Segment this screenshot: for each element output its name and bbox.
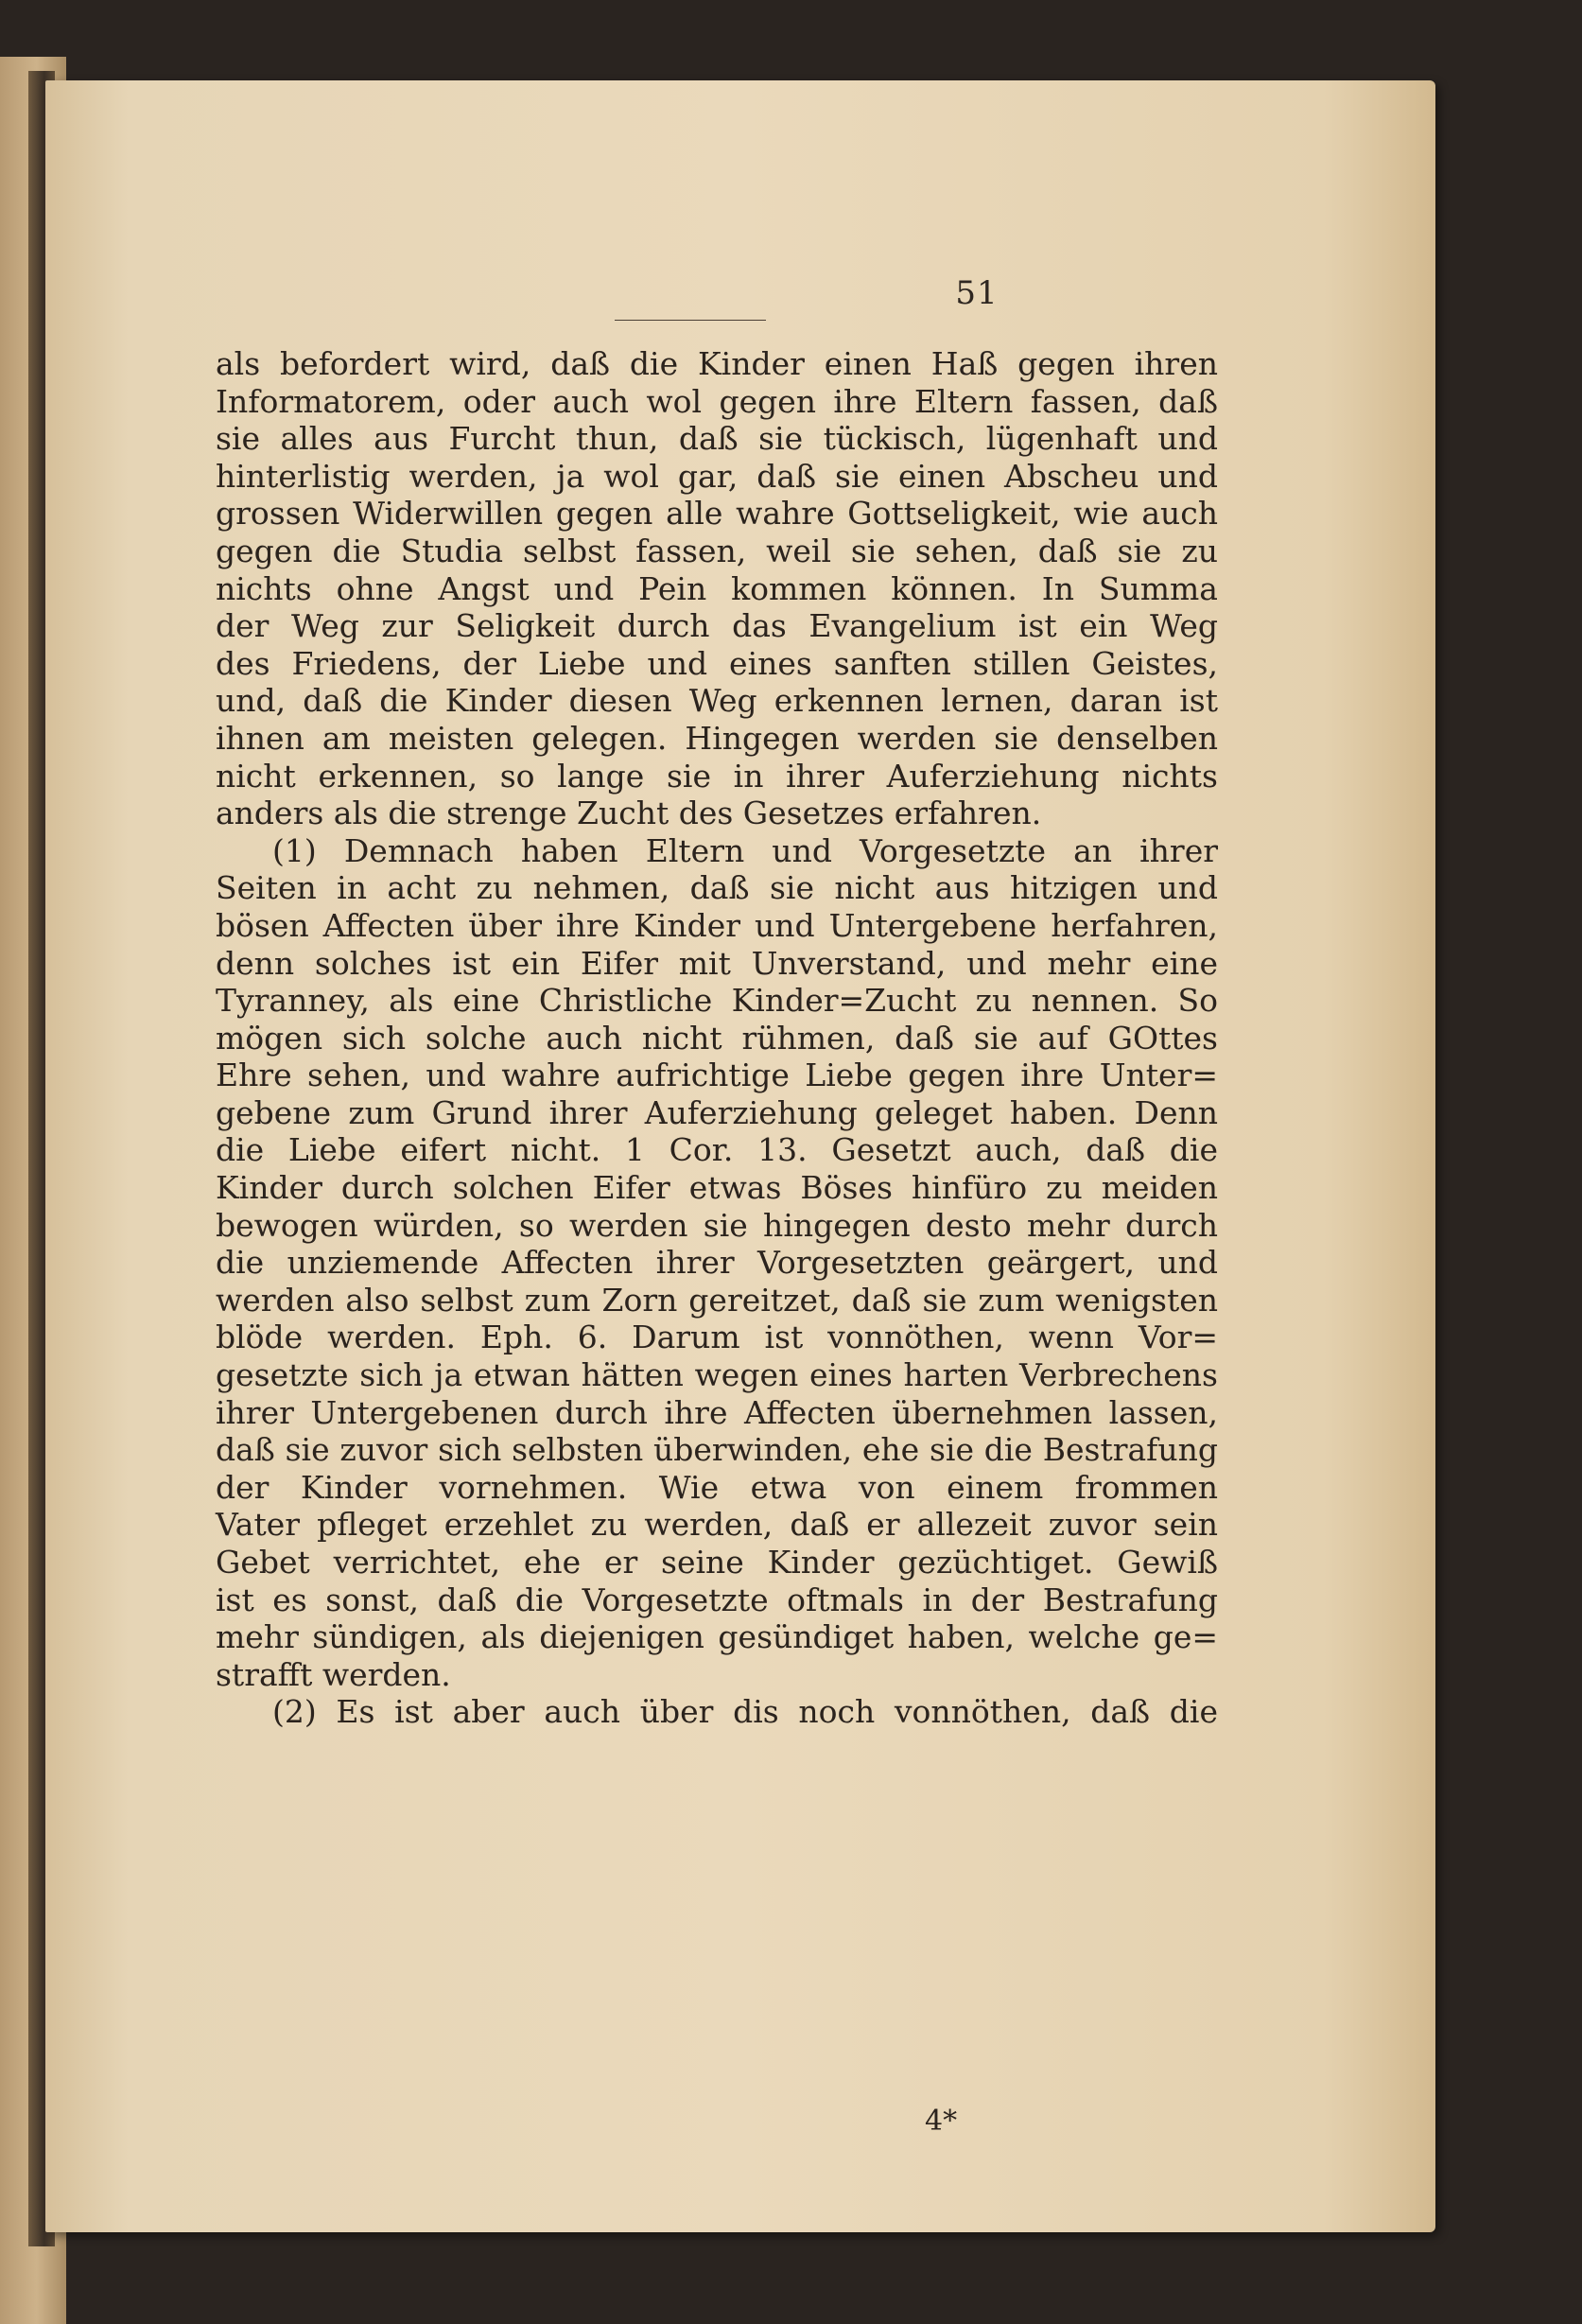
text-line: des Friedens, der Liebe und eines sanften stillen Geistes, [216, 644, 1218, 682]
text-line: nicht erkennen, so lange sie in ihrer Auferziehung nichts [216, 757, 1218, 795]
text-line: Gebet verrichtet, ehe er seine Kinder gezüchtiget. Gewiß [216, 1544, 1218, 1581]
text-line: (2) Es ist aber auch über dis noch vonnöthen, daß die [272, 1693, 1218, 1731]
text-line: Seiten in acht zu nehmen, daß sie nicht aus hitzigen und [216, 869, 1218, 907]
text-line: gesetzte sich ja etwan hätten wegen eines harten Verbrechens [216, 1356, 1218, 1394]
text-line: als befordert wird, daß die Kinder einen Haß gegen ihren [216, 345, 1218, 382]
text-line: strafft werden. [216, 1655, 451, 1693]
body-text [216, 345, 1218, 1731]
text-line: mögen sich solche auch nicht rühmen, daß sie auf GOttes [216, 1019, 1218, 1057]
text-line: gegen die Studia selbst fassen, weil sie sehen, daß sie zu [216, 532, 1218, 569]
text-line: gebene zum Grund ihrer Auferziehung geleget haben. Denn [216, 1093, 1218, 1131]
text-line: und, daß die Kinder diesen Weg erkennen lernen, daran ist [216, 682, 1218, 720]
text-line: nichts ohne Angst und Pein kommen können. In Summa [216, 569, 1218, 607]
text-line: Tyranney, als eine Christliche Kinder=Zucht zu nennen. So [216, 982, 1218, 1020]
text-line: blöde werden. Eph. 6. Darum ist vonnöthen, wenn Vor= [216, 1319, 1218, 1356]
text-line: (1) Demnach haben Eltern und Vorgesetzte an ihrer [272, 831, 1218, 869]
text-line: ist es sonst, daß die Vorgesetzte oftmals in der Bestrafung [216, 1581, 1218, 1618]
printer-signature: 4* [925, 2105, 958, 2138]
text-line: ihnen am meisten gelegen. Hingegen werden sie denselben [216, 719, 1218, 757]
text-line: daß sie zuvor sich selbsten überwinden, ehe sie die Bestrafung [216, 1431, 1218, 1469]
text-line: Informatorem, oder auch wol gegen ihre Eltern fassen, daß [216, 382, 1218, 420]
text-line: mehr sündigen, als diejenigen gesündiget haben, welche ge= [216, 1618, 1218, 1656]
page-number: 51 [955, 274, 999, 312]
text-line: Vater pfleget erzehlet zu werden, daß er allezeit zuvor sein [216, 1506, 1218, 1544]
text-line: die Liebe eifert nicht. 1 Cor. 13. Gesetzt auch, daß die [216, 1131, 1218, 1169]
text-line: hinterlistig werden, ja wol gar, daß sie einen Abscheu und [216, 457, 1218, 495]
text-line: werden also selbst zum Zorn gereitzet, daß sie zum wenigsten [216, 1281, 1218, 1319]
header-rule [615, 320, 766, 321]
page-header [45, 274, 1435, 312]
text-line: sie alles aus Furcht thun, daß sie tückisch, lügenhaft und [216, 420, 1218, 458]
text-line: bösen Affecten über ihre Kinder und Untergebene herfahren, [216, 906, 1218, 944]
text-line: ihrer Untergebenen durch ihre Affecten übernehmen lassen, [216, 1393, 1218, 1431]
text-line: Kinder durch solchen Eifer etwas Böses hinfüro zu meiden [216, 1169, 1218, 1207]
text-line: der Weg zur Seligkeit durch das Evangelium ist ein Weg [216, 607, 1218, 645]
text-line: der Kinder vornehmen. Wie etwa von einem frommen [216, 1468, 1218, 1506]
text-line: bewogen würden, so werden sie hingegen desto mehr durch [216, 1206, 1218, 1244]
book-page [45, 80, 1435, 2232]
text-line: anders als die strenge Zucht des Gesetzes erfahren. [216, 795, 1042, 832]
text-line: Ehre sehen, und wahre aufrichtige Liebe gegen ihre Unter= [216, 1057, 1218, 1094]
text-line: die unziemende Affecten ihrer Vorgesetzten geärgert, und [216, 1244, 1218, 1282]
text-line: grossen Widerwillen gegen alle wahre Gottseligkeit, wie auch [216, 495, 1218, 533]
text-line: denn solches ist ein Eifer mit Unverstand, und mehr eine [216, 944, 1218, 982]
